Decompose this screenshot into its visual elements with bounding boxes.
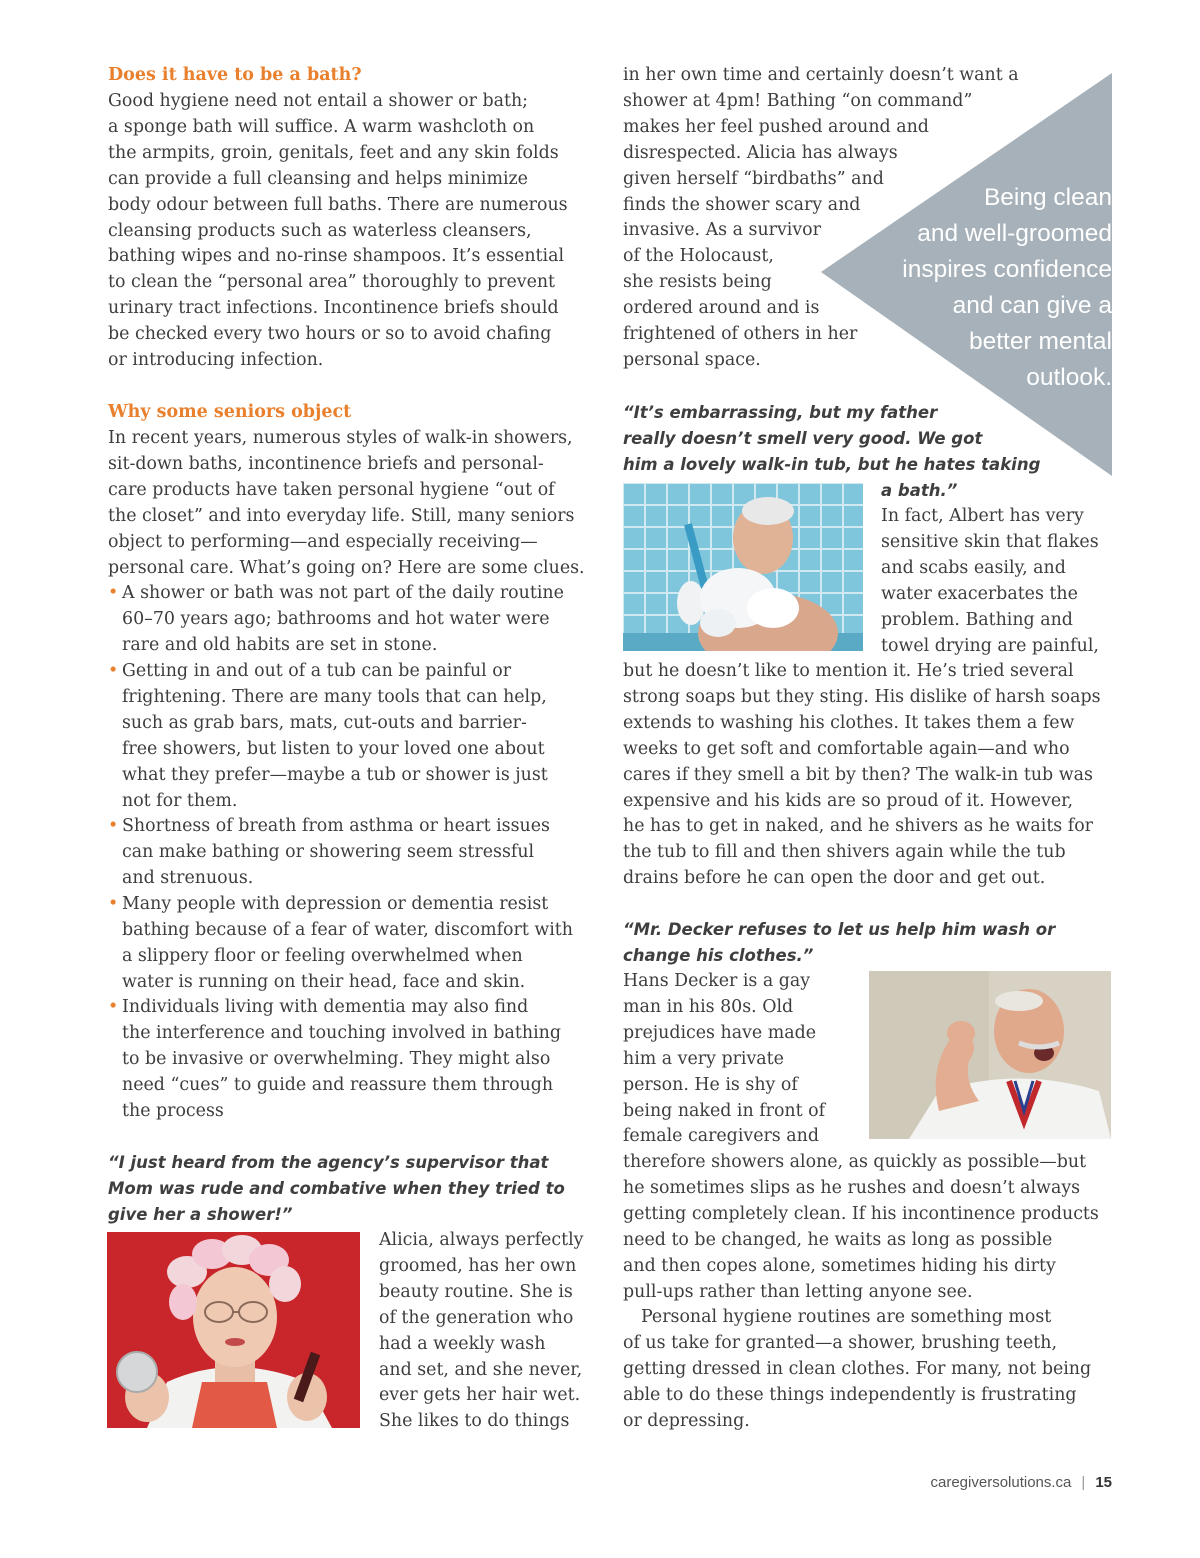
text-line: sensitive skin that flakes — [881, 531, 1099, 552]
text-line: prejudices have made — [623, 1022, 817, 1043]
bullet-dot: • — [108, 894, 119, 914]
text-line: pull-ups rather than letting anyone see. — [623, 1281, 973, 1302]
text-line: such as grab bars, mats, cut-outs and barrier- — [122, 712, 527, 733]
albert-body-beside — [881, 504, 1099, 659]
quote-line: “Mr. Decker refuses to let us help him wash or — [623, 920, 1056, 939]
section1-body — [108, 89, 568, 374]
text-line: the tub to fill and then shivers again while the tub — [623, 842, 1066, 863]
text-line: She likes to do things — [379, 1411, 570, 1432]
text-line: object to performing—and especially receiving— — [108, 531, 538, 552]
albert-body — [623, 659, 1101, 892]
text-line: getting completely clean. If his incontinence products — [623, 1203, 1099, 1224]
pull-quote-father-end — [881, 478, 957, 504]
heading-seniors-object: Why some seniors object — [108, 402, 352, 422]
text-line: shower at 4pm! Bathing “on command” — [623, 90, 973, 111]
closing-paragraph — [623, 1305, 1091, 1435]
photo-woman-curlers — [107, 1232, 360, 1428]
text-line: therefore showers alone, as quickly as possible—but — [623, 1152, 1087, 1172]
text-line: In recent years, numerous styles of walk-in showers, — [108, 428, 573, 448]
text-line: Individuals living with dementia may also find — [122, 997, 529, 1017]
text-line: cares if they smell a bit by then? The walk-in tub was — [623, 764, 1093, 785]
text-line: cleansing products such as waterless cleansers, — [108, 220, 532, 241]
text-line: A shower or bath was not part of the daily routine — [122, 583, 564, 603]
callout-line: better mental — [969, 328, 1112, 355]
text-line: of us take for granted—a shower, brushing teeth, — [623, 1332, 1057, 1353]
text-line: In fact, Albert has very — [881, 506, 1084, 526]
text-line: beauty routine. She is — [379, 1281, 573, 1302]
text-line: ever gets her hair wet. — [379, 1385, 581, 1406]
text-line: groomed, has her own — [379, 1255, 577, 1276]
text-line: of the Holocaust, — [623, 246, 774, 267]
text-line: Shortness of breath from asthma or heart issues — [122, 816, 550, 836]
text-line: or depressing. — [623, 1410, 750, 1431]
bullet-dot: • — [108, 816, 119, 836]
text-line: personal care. What’s going on? Here are some clues. — [108, 557, 585, 578]
quote-line: “I just heard from the agency’s supervisor that — [108, 1153, 549, 1172]
text-line: in her own time and certainly doesn’t want a — [623, 65, 1019, 85]
text-line: being naked in front of — [623, 1100, 826, 1121]
text-line: need “cues” to guide and reassure them through — [122, 1074, 554, 1095]
text-line: had a weekly wash — [379, 1333, 546, 1354]
text-line: Many people with depression or dementia resist — [122, 894, 549, 914]
text-line: 60–70 years ago; bathrooms and hot water were — [122, 608, 550, 629]
pull-quote-mom — [108, 1150, 565, 1228]
text-line: rare and old habits are set in stone. — [122, 634, 438, 655]
text-line: person. He is shy of — [623, 1074, 798, 1095]
text-line: a slippery floor or feeling overwhelmed when — [122, 945, 523, 966]
text-line: can provide a full cleansing and helps minimize — [108, 168, 528, 189]
text-line: a sponge bath will suffice. A warm washcloth on — [108, 116, 535, 137]
text-line: ordered around and is — [623, 298, 820, 319]
text-line: water is running on their head, face and skin. — [122, 971, 526, 992]
bullet-dot: • — [108, 997, 119, 1017]
text-line: finds the shower scary and — [623, 194, 861, 215]
text-line: or introducing infection. — [108, 350, 324, 371]
text-line: he sometimes slips as he rushes and doesn’t always — [623, 1177, 1081, 1198]
text-line: sit-down baths, incontinence briefs and personal- — [108, 453, 544, 474]
text-line: he has to get in naked, and he shivers as he waits for — [623, 816, 1093, 837]
footer-site: caregiversolutions.ca — [930, 1474, 1072, 1491]
text-line: getting dressed in clean clothes. For many, not being — [623, 1358, 1092, 1379]
text-line: expensive and his kids are so proud of it. However, — [623, 790, 1074, 811]
text-line: and then copes alone, sometimes hiding his dirty — [623, 1255, 1056, 1276]
text-line: care products have taken personal hygiene “out of — [108, 479, 555, 500]
text-line: Good hygiene need not entail a shower or bath; — [108, 91, 529, 111]
bullet-dot: • — [108, 661, 119, 681]
callout-line: inspires confidence — [902, 256, 1112, 283]
text-line: not for them. — [122, 790, 238, 811]
photo-man-shower — [623, 483, 863, 651]
text-line: can make bathing or showering seem stressful — [122, 841, 535, 862]
text-line: disrespected. Alicia has always — [623, 142, 898, 163]
text-line: drains before he can open the door and get out. — [623, 868, 1046, 889]
callout-line: Being clean — [983, 184, 1112, 211]
text-line: frightening. There are many tools that can help, — [122, 686, 547, 707]
text-line: invasive. As a survivor — [623, 220, 821, 241]
text-line: to clean the “personal area” thoroughly to prevent — [108, 272, 556, 293]
callout-line: and can give a — [952, 292, 1112, 319]
text-line: problem. Bathing and — [881, 609, 1073, 630]
quote-line: him a lovely walk-in tub, but he hates taking — [623, 454, 1041, 474]
alicia-body — [379, 1228, 583, 1435]
text-line: and scabs easily, and — [881, 557, 1066, 578]
text-line: him a very private — [623, 1048, 784, 1069]
bullet-dot: • — [108, 583, 119, 603]
text-line: Hans Decker is a gay — [623, 971, 811, 991]
text-line: bathing wipes and no-rinse shampoos. It’s essential — [108, 246, 565, 267]
text-line: free showers, but listen to your loved one about — [122, 738, 545, 759]
text-line: weeks to get soft and comfortable again—and who — [623, 738, 1070, 759]
quote-line: “It’s embarrassing, but my father — [623, 403, 938, 422]
heading-bath: Does it have to be a bath? — [108, 65, 362, 85]
page-number: 15 — [1095, 1474, 1112, 1491]
text-line: body odour between full baths. There are numerous — [108, 194, 568, 215]
quote-line: a bath.” — [881, 481, 958, 500]
pull-quote-father — [623, 400, 1040, 478]
text-line: of the generation who — [379, 1307, 574, 1328]
text-line: able to do these things independently is frustrating — [623, 1384, 1077, 1405]
text-line: towel drying are painful, — [881, 635, 1099, 656]
text-line: be checked every two hours or so to avoid chafing — [108, 324, 552, 345]
text-line: Getting in and out of a tub can be painful or — [122, 661, 512, 681]
quote-line: give her a shower!” — [108, 1204, 293, 1224]
text-line: the process — [122, 1100, 224, 1121]
decker-body — [623, 1150, 1099, 1305]
text-line: makes her feel pushed around and — [623, 116, 929, 137]
footer-separator: | — [1081, 1474, 1086, 1491]
text-line: given herself “birdbaths” and — [623, 168, 884, 189]
quote-line: really doesn’t smell very good. We got — [623, 428, 983, 448]
callout-line: outlook. — [1026, 364, 1112, 391]
photo-man-flexing — [869, 971, 1111, 1139]
text-line: to be invasive or overwhelming. They might also — [122, 1048, 551, 1069]
text-line: the closet” and into everyday life. Still, many seniors — [108, 505, 575, 526]
text-line: urinary tract infections. Incontinence briefs should — [108, 298, 559, 319]
text-line: water exacerbates the — [881, 583, 1078, 604]
text-line: and set, and she never, — [379, 1359, 583, 1380]
text-line: female caregivers and — [623, 1126, 819, 1147]
text-line: Personal hygiene routines are something most — [641, 1307, 1052, 1327]
pull-quote-decker — [623, 917, 1055, 969]
text-line: bathing because of a fear of water, discomfort with — [122, 919, 573, 940]
text-line: what they prefer—maybe a tub or shower is just — [122, 764, 548, 785]
text-line: the interference and touching involved in bathing — [122, 1022, 561, 1043]
quote-line: change his clothes.” — [623, 945, 814, 965]
text-line: and strenuous. — [122, 867, 254, 888]
callout-text — [902, 180, 1112, 396]
text-line: Alicia, always perfectly — [379, 1230, 584, 1250]
text-line: frightened of others in her — [623, 324, 858, 345]
decker-body-beside — [623, 969, 825, 1150]
text-line: extends to washing his clothes. It takes them a few — [623, 712, 1075, 733]
text-line: strong soaps but they sting. His dislike of harsh soaps — [623, 686, 1101, 707]
text-line: personal space. — [623, 349, 761, 370]
text-line: she resists being — [623, 272, 772, 293]
callout-line: and well-groomed — [917, 220, 1112, 247]
section2-body — [108, 426, 585, 581]
quote-line: Mom was rude and combative when they tried to — [108, 1178, 565, 1198]
text-line: the armpits, groin, genitals, feet and any skin folds — [108, 142, 559, 163]
text-line: but he doesn’t like to mention it. He’s tried several — [623, 661, 1074, 681]
text-line: man in his 80s. Old — [623, 996, 794, 1017]
page-footer — [931, 1474, 1113, 1491]
text-line: need to be changed, he waits as long as possible — [623, 1229, 1053, 1250]
